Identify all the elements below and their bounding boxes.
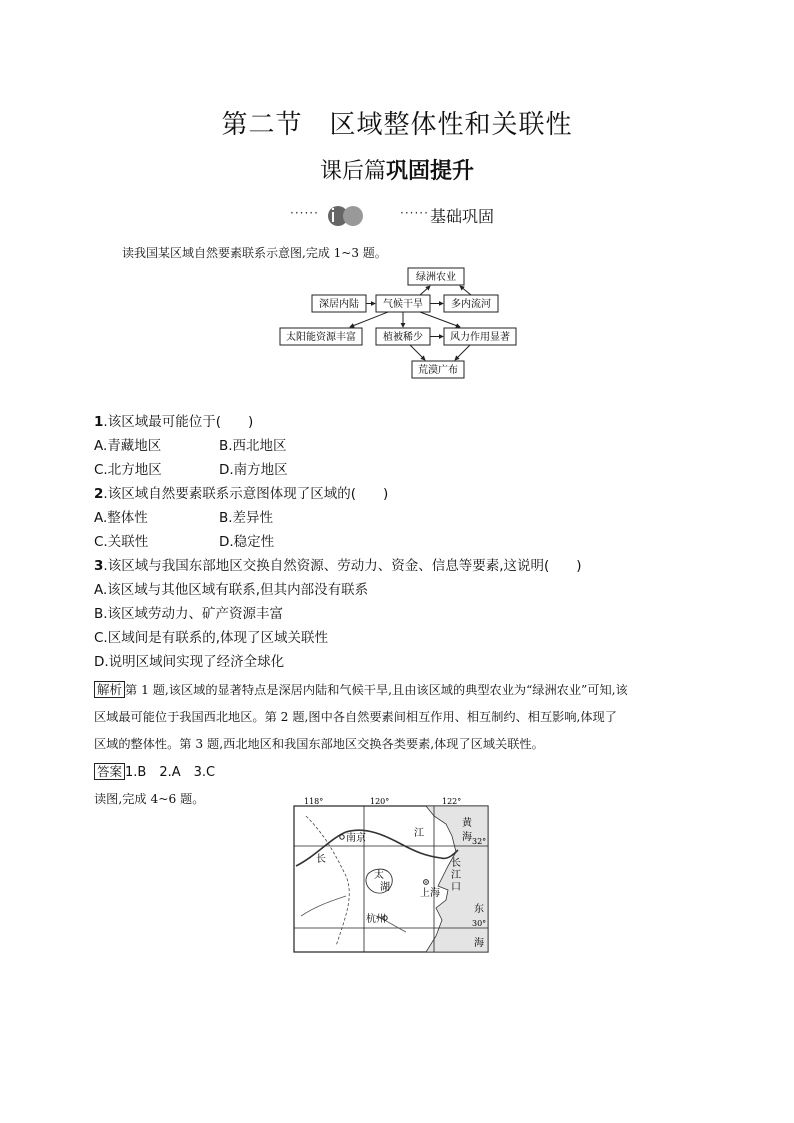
- sea-label-yellow-2: 海: [462, 832, 472, 843]
- question-number: 2: [94, 486, 104, 502]
- lon-label-120: 120°: [370, 797, 390, 806]
- lake-label-1: 太: [374, 870, 384, 881]
- section-badge-icon: [324, 204, 368, 228]
- sea-label-yellow-1: 黄: [462, 818, 472, 829]
- page-title: 第二节 区域整体性和关联性: [221, 110, 573, 140]
- river-label-upper: 长: [316, 854, 326, 865]
- estuary-label-2: 江: [451, 870, 461, 881]
- question-stem: .该区域与我国东部地区交换自然资源、劳动力、资金、信息等要素,这说明( ): [103, 558, 582, 574]
- svg-text:荒漠广布: 荒漠广布: [418, 365, 458, 376]
- lake-label-2: 湖: [380, 882, 390, 893]
- answer-label: 答案: [94, 763, 125, 780]
- analysis: [94, 676, 704, 813]
- option-1c: C.北方地区: [94, 462, 162, 478]
- intro-text-2: 读图,完成 4~6 题。: [94, 792, 205, 806]
- section-tag: [290, 204, 590, 230]
- option-2a: A.整体性: [94, 510, 148, 526]
- svg-text:绿洲农业: 绿洲农业: [416, 272, 456, 283]
- svg-text:气候干旱: 气候干旱: [383, 299, 423, 310]
- subtitle-bold: 巩固提升: [386, 159, 475, 184]
- option-3a: A.该区域与其他区域有联系,但其内部没有联系: [94, 582, 369, 598]
- lon-label-122: 122°: [442, 797, 462, 806]
- node-solar: [280, 328, 362, 345]
- estuary-label-1: 长: [451, 858, 461, 869]
- page-subtitle: [0, 154, 794, 185]
- option-2c: C.关联性: [94, 534, 149, 550]
- answer-text: 1.B 2.A 3.C: [125, 765, 216, 780]
- estuary-label-3: 口: [451, 882, 461, 893]
- svg-text:多内流河: 多内流河: [451, 299, 491, 310]
- analysis-label: 解析: [94, 681, 125, 698]
- sea-label-east-2: 海: [474, 938, 484, 949]
- option-1d: D.南方地区: [219, 462, 288, 478]
- question-2: [94, 482, 388, 502]
- question-stem: .该区域自然要素联系示意图体现了区域的( ): [103, 486, 389, 502]
- option-3c: C.区域间是有联系的,体现了区域关联性: [94, 630, 329, 646]
- svg-text:深居内陆: 深居内陆: [319, 299, 359, 310]
- city-hangzhou: [366, 912, 387, 925]
- question-stem: .该区域最可能位于( ): [103, 414, 254, 430]
- option-1a: A.青藏地区: [94, 438, 162, 454]
- questions: [94, 410, 694, 670]
- analysis-line-3: 区域的整体性。第 3 题,西北地区和我国东部地区交换各类要素,体现了区域关联性。: [94, 737, 544, 751]
- node-climate: [376, 295, 430, 312]
- svg-text:风力作用显著: 风力作用显著: [450, 332, 510, 343]
- element-diagram: [270, 266, 530, 386]
- section-label: 基础巩固: [430, 207, 495, 226]
- svg-text:植被稀少: 植被稀少: [383, 332, 423, 343]
- subtitle-normal: 课后篇: [319, 159, 386, 184]
- section-dots-right: ······: [400, 206, 429, 220]
- river-label-mid: 江: [414, 828, 424, 839]
- lat-label-32: 32°: [472, 837, 487, 846]
- analysis-line-2: 区域最可能位于我国西北地区。第 2 题,图中各自然要素间相互作用、相互制约、相互影响,体现了: [94, 710, 617, 724]
- option-3d: D.说明区域间实现了经济全球化: [94, 654, 285, 670]
- analysis-line-1: 第 1 题,该区域的显著特点是深居内陆和气候干旱,且由该区域的典型农业为“绿洲农业”可知,该: [125, 683, 628, 697]
- svg-text:杭州: 杭州: [366, 914, 386, 925]
- question-1: [94, 410, 253, 430]
- node-oasis: [408, 268, 464, 285]
- sea-label-east-1: 东: [474, 904, 484, 915]
- node-rivers: [444, 295, 498, 312]
- option-1b: B.西北地区: [219, 438, 287, 454]
- question-number: 1: [94, 414, 104, 430]
- node-vegetation: [376, 328, 430, 345]
- question-number: 3: [94, 558, 104, 574]
- option-3b: B.该区域劳动力、矿产资源丰富: [94, 606, 284, 622]
- lon-label-118: 118°: [304, 797, 324, 806]
- yangtze-delta-map: [276, 796, 492, 958]
- svg-text:上海: 上海: [420, 888, 440, 899]
- node-inland: [312, 295, 366, 312]
- option-2b: B.差异性: [219, 510, 274, 526]
- lat-label-30: 30°: [472, 919, 487, 928]
- intro-text-1: 读我国某区域自然要素联系示意图,完成 1~3 题。: [122, 246, 387, 260]
- section-dots-left: ······: [290, 206, 319, 220]
- svg-text:南京: 南京: [346, 833, 366, 844]
- svg-text:太阳能资源丰富: 太阳能资源丰富: [286, 332, 356, 343]
- question-3: [94, 554, 582, 574]
- node-desert: [412, 361, 464, 378]
- option-2d: D.稳定性: [219, 534, 275, 550]
- node-wind: [444, 328, 516, 345]
